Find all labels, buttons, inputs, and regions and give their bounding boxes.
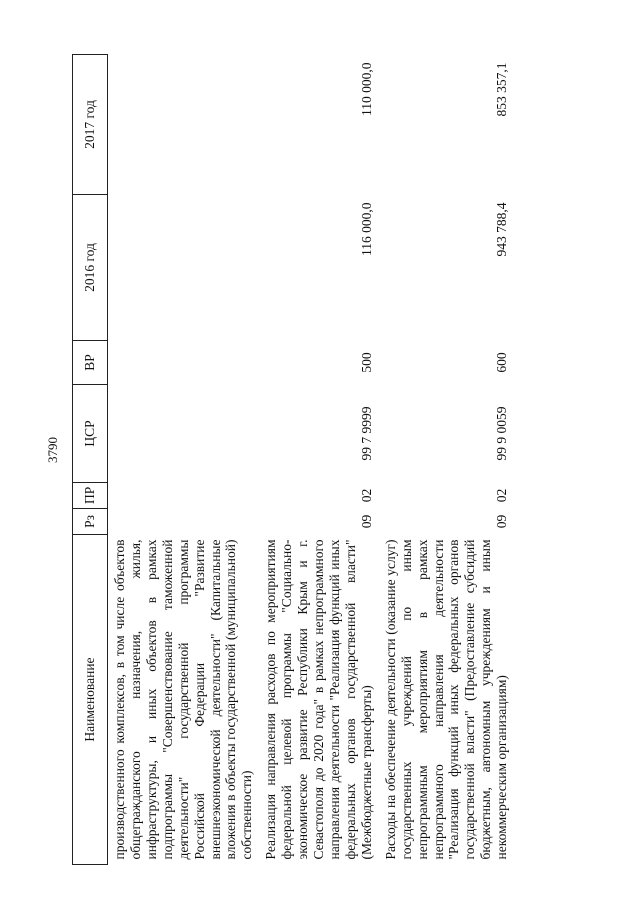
header-2016: 2016 год xyxy=(73,195,108,341)
row-pr: 02 xyxy=(358,488,374,503)
table-row xyxy=(108,55,260,865)
row-2016: 943 788,4 xyxy=(494,202,510,257)
row-rz xyxy=(108,509,260,535)
header-2017: 2017 год xyxy=(73,55,108,195)
table-header xyxy=(73,55,108,865)
row-name: Расходы на обеспечение деятельности (оказание услуг) государственных учреждений по иным непрограммным мероприятиям в рамках непрограммного направления деятельности "Реализация функций иных федеральных органов государственной власти" (Предоставление субсидий бюджетным, автономным учреждениям и иным некоммерческим организациям) xyxy=(382,539,510,860)
page-number xyxy=(38,435,68,465)
header-vr: ВР xyxy=(73,341,108,385)
header-name: Наименование xyxy=(73,535,108,865)
table-row xyxy=(379,55,514,865)
row-vr: 600 xyxy=(494,352,510,373)
header-csr: ЦСР xyxy=(73,385,108,483)
row-rz: 09 xyxy=(494,514,510,529)
row-pr xyxy=(108,483,260,509)
table-row xyxy=(259,55,378,865)
row-vr xyxy=(108,341,260,385)
row-2017: 110 000,0 xyxy=(358,62,374,116)
header-pr: ПР xyxy=(73,483,108,509)
row-vr: 500 xyxy=(358,352,374,373)
row-csr xyxy=(108,385,260,483)
row-pr: 02 xyxy=(494,488,510,503)
row-2016: 116 000,0 xyxy=(358,202,374,256)
budget-table xyxy=(72,54,514,865)
row-2017: 853 357,1 xyxy=(494,62,510,117)
row-2017 xyxy=(108,55,260,195)
rotated-table-container xyxy=(72,55,612,865)
row-rz: 09 xyxy=(358,514,374,529)
row-2016 xyxy=(108,195,260,341)
row-name: производственного комплексов, в том числе объектов общегражданского назначения, жилья, инфраструктуры, и иных объектов в рамках подпрограммы "Совершенствование таможенной деятельности" государственной программы Российской Федерации "Развитие внешнеэкономической деятельности" (Капитальные вложения в объекты государственной (муниципальной) собственности) xyxy=(112,539,255,860)
row-csr: 99 7 9999 xyxy=(358,406,374,461)
header-rz: Рз xyxy=(73,509,108,535)
page-number-text: 3790 xyxy=(45,437,60,463)
row-csr: 99 9 0059 xyxy=(494,406,510,461)
row-name: Реализация направления расходов по мероприятиям федеральной целевой программы "Социально-экономическое развитие Республики Крым и г. Севастополя до 2020 года" в рамках непрограммного направления деятельности "Реализация функций иных федеральных органов государственной власти" (Межбюджетные трансферты) xyxy=(263,539,374,860)
